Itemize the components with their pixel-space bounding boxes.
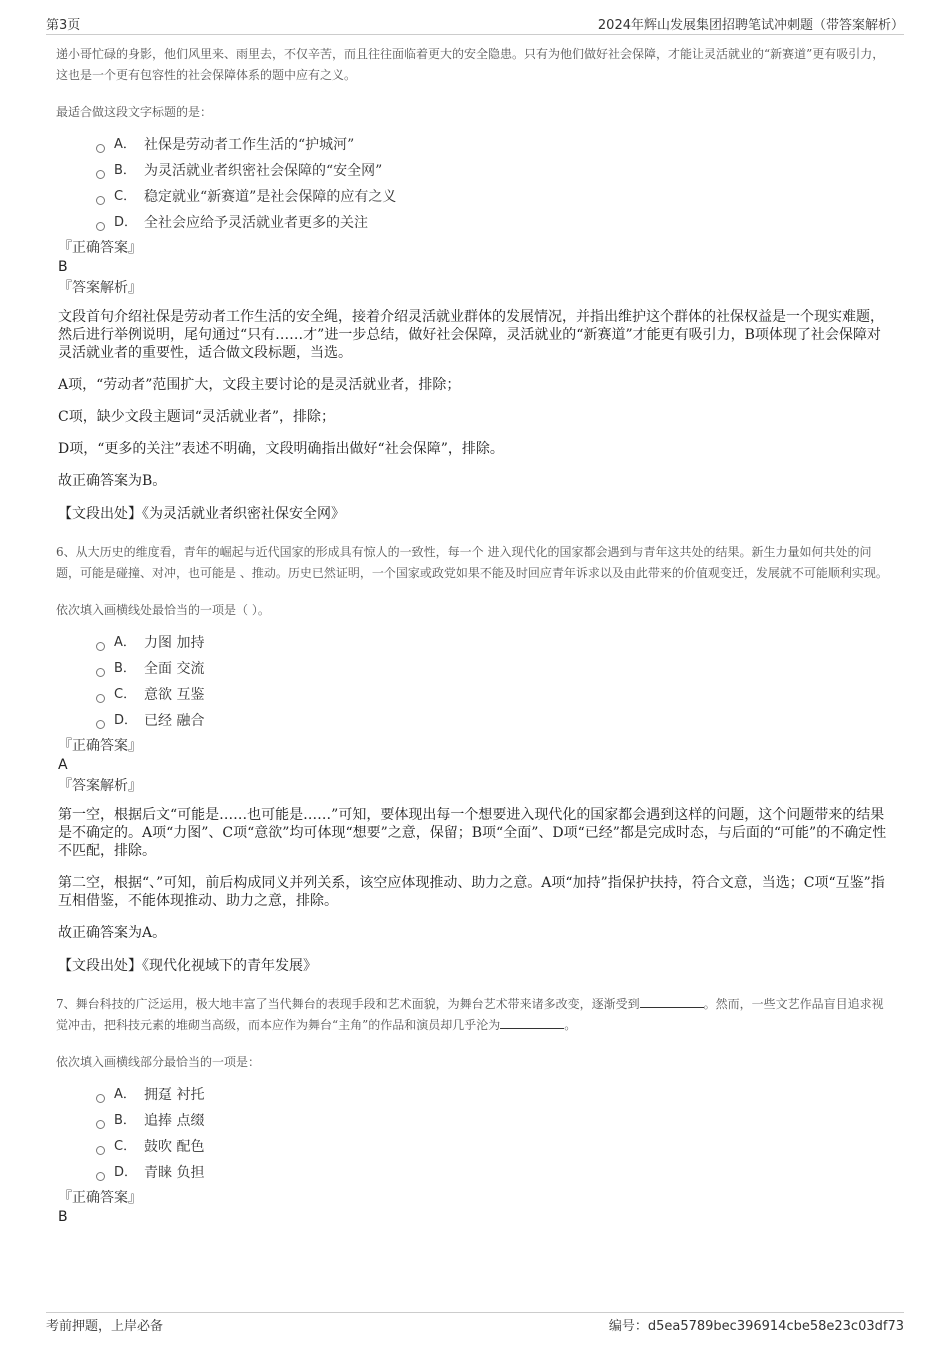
question-prompt: 依次填入画横线处最恰当的一项是（ ）。 (56, 603, 270, 617)
answer-value: A (58, 757, 68, 773)
radio-icon[interactable] (96, 1172, 105, 1181)
option-a[interactable]: A． 力图 加持 (96, 630, 894, 656)
answer-label: 『正确答案』 (58, 738, 142, 754)
option-b[interactable]: B． 全面 交流 (96, 656, 894, 682)
option-a[interactable]: A． 拥趸 衬托 (96, 1082, 894, 1108)
analysis-paragraph: 文段首句介绍社保是劳动者工作生活的安全绳，接着介绍灵活就业群体的发展情况，并指出维护这个群体的社保权益是一个现实难题，然后进行举例说明，尾句通过“只有……才”进一步总结，做好社会保障，灵活就业的“新赛道”才能更有吸引力，B项体现了社会保障对灵活就业者的重要性，适合做文段标题，当选。 (58, 309, 884, 361)
option-b[interactable]: B． 为灵活就业者织密社会保障的“安全网” (96, 158, 894, 184)
page-footer (46, 1312, 904, 1335)
radio-icon[interactable] (96, 1120, 105, 1129)
analysis-paragraph: D项，“更多的关注”表述不明确，文段明确指出做好“社会保障”，排除。 (58, 441, 504, 457)
radio-icon[interactable] (96, 196, 105, 205)
answer-label: 『正确答案』 (58, 240, 142, 256)
analysis-paragraph: C项，缺少文段主题词“灵活就业者”，排除； (58, 409, 336, 425)
radio-icon[interactable] (96, 222, 105, 231)
page-header (46, 14, 904, 35)
option-a[interactable]: A． 社保是劳动者工作生活的“护城河” (96, 132, 894, 158)
question-prompt: 最适合做这段文字标题的是： (56, 105, 213, 119)
page-content (56, 44, 894, 1226)
radio-icon[interactable] (96, 720, 105, 729)
option-list (96, 630, 894, 734)
question-text: 7、舞台科技的广泛运用，极大地丰富了当代舞台的表现手段和艺术面貌，为舞台艺术带来诸多改变，逐渐受到 。然而，一些文艺作品盲目追求视觉冲击，把科技元素的堆砌当高级，而本应作为舞台“主角”的作品和演员却几乎沦为 。 (56, 997, 884, 1032)
option-c[interactable]: C． 鼓吹 配色 (96, 1134, 894, 1160)
radio-icon[interactable] (96, 144, 105, 153)
source-citation: 【文段出处】《为灵活就业者织密社保安全网》 (58, 506, 345, 522)
analysis-label: 『答案解析』 (58, 778, 142, 794)
answer-value: B (58, 1209, 68, 1225)
analysis-paragraph: 第一空，根据后文“可能是……也可能是……”可知，要体现出每一个想要进入现代化的国家都会遇到这样的问题，这个问题带来的结果是不确定的。A项“力图”、C项“意欲”均可体现“想要”之意，保留；B项“全面”、D项“已经”都是完成时态，与后面的“可能”的不确定性不匹配，排除。 (58, 807, 887, 859)
option-b[interactable]: B． 追捧 点缀 (96, 1108, 894, 1134)
fill-blank (500, 1016, 564, 1029)
option-d[interactable]: D． 青睐 负担 (96, 1160, 894, 1186)
analysis-paragraph: 故正确答案为A。 (58, 925, 167, 941)
option-list (96, 132, 894, 236)
option-c[interactable]: C． 意欲 互鉴 (96, 682, 894, 708)
radio-icon[interactable] (96, 1146, 105, 1155)
question-text: 6、从大历史的维度看，青年的崛起与近代国家的形成具有惊人的一致性，每一个 进入现代化的国家都会遇到与青年这共处的结果。新生力量如何共处的问题，可能是碰撞、对冲，也可能是 、推动。历史已然证明，一个国家或政党如果不能及时回应青年诉求以及由此带来的价值观变迁，发展就不可能顺利实现。 (56, 545, 888, 580)
question-5 (56, 44, 894, 524)
option-d[interactable]: D． 全社会应给予灵活就业者更多的关注 (96, 210, 894, 236)
option-c[interactable]: C． 稳定就业“新赛道”是社会保障的应有之义 (96, 184, 894, 210)
analysis-paragraph: 第二空，根据“、”可知，前后构成同义并列关系，该空应体现推动、助力之意。A项“加持”指保护扶持，符合文意，当选；C项“互鉴”指互相借鉴，不能体现推动、助力之意，排除。 (58, 875, 885, 909)
page-number: 第3页 (46, 18, 81, 33)
radio-icon[interactable] (96, 694, 105, 703)
option-d[interactable]: D． 已经 融合 (96, 708, 894, 734)
answer-value: B (58, 259, 68, 275)
radio-icon[interactable] (96, 642, 105, 651)
answer-label: 『正确答案』 (58, 1190, 142, 1206)
radio-icon[interactable] (96, 668, 105, 677)
radio-icon[interactable] (96, 170, 105, 179)
analysis-paragraph: A项，“劳动者”范围扩大，文段主要讨论的是灵活就业者，排除； (58, 377, 461, 393)
question-6 (56, 542, 894, 976)
question-text: 递小哥忙碌的身影，他们风里来、雨里去，不仅辛苦，而且往往面临着更大的安全隐患。只有为他们做好社会保障，才能让灵活就业的“新赛道”更有吸引力，这也是一个更有包容性的社会保障体系的题中应有之义。 (56, 47, 885, 82)
fill-blank (640, 995, 704, 1008)
footer-slogan: 考前押题，上岸必备 (46, 1319, 164, 1334)
question-prompt: 依次填入画横线部分最恰当的一项是： (56, 1055, 261, 1069)
radio-icon[interactable] (96, 1094, 105, 1103)
question-7 (56, 994, 894, 1226)
document-code: 编号：d5ea5789bec396914cbe58e23c03df73 (608, 1319, 904, 1334)
document-title: 2024年辉山发展集团招聘笔试冲刺题（带答案解析） (597, 18, 904, 33)
analysis-label: 『答案解析』 (58, 280, 142, 296)
analysis-paragraph: 故正确答案为B。 (58, 473, 167, 489)
source-citation: 【文段出处】《现代化视域下的青年发展》 (58, 958, 317, 974)
option-list (96, 1082, 894, 1186)
